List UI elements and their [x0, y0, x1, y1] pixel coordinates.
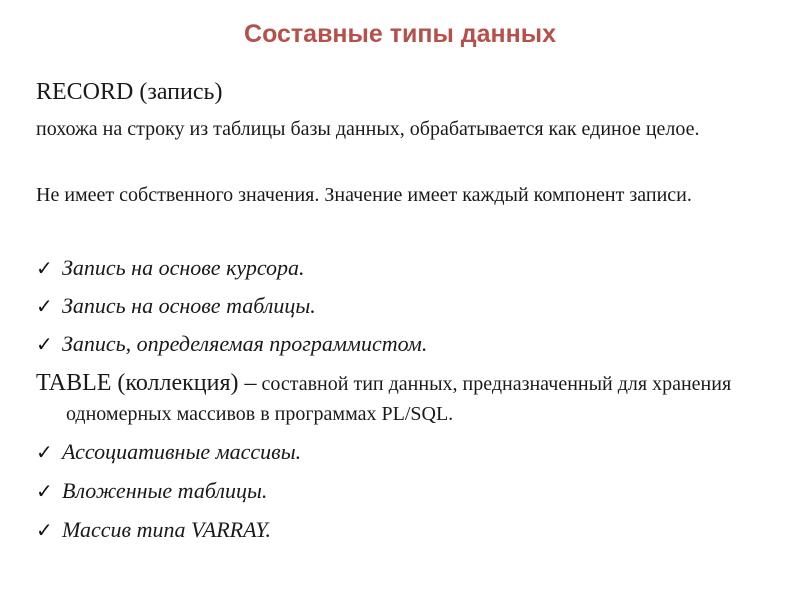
- checkmark-icon: ✓: [36, 294, 53, 318]
- table-heading: TABLE (коллекция) –: [36, 370, 257, 396]
- checkmark-icon: ✓: [36, 479, 53, 503]
- checkmark-icon: ✓: [36, 518, 53, 542]
- table-item-varray: [36, 515, 766, 545]
- slide-title: Составные типы данных: [244, 20, 556, 48]
- record-item-programmer: [36, 329, 766, 359]
- table-item-associative: [36, 437, 766, 467]
- record-description: похожа на строку из таблицы базы данных, обрабатывается как единое целое.: [36, 118, 700, 140]
- record-heading: RECORD (запись): [36, 79, 223, 105]
- checkmark-icon: ✓: [36, 256, 53, 280]
- checkmark-icon: ✓: [36, 332, 53, 356]
- table-item-label: Вложенные таблицы.: [62, 478, 268, 503]
- record-item-label: Запись на основе курсора.: [62, 255, 305, 280]
- record-item-label: Запись, определяемая программистом.: [62, 331, 428, 356]
- record-note: Не имеет собственного значения. Значение имеет каждый компонент записи.: [36, 184, 692, 206]
- table-paragraph: [36, 368, 796, 429]
- table-item-label: Ассоциативные массивы.: [62, 439, 302, 464]
- checkmark-icon: ✓: [36, 440, 53, 464]
- table-item-nested: [36, 476, 766, 506]
- table-item-label: Массив типа VARRAY.: [62, 517, 272, 542]
- record-item-cursor: [36, 253, 766, 283]
- table-description: составной тип данных, предназначенный для хранения одномерных массивов в программах PL/SQL.: [66, 373, 732, 425]
- record-item-label: Запись на основе таблицы.: [62, 293, 316, 318]
- record-item-table: [36, 291, 766, 321]
